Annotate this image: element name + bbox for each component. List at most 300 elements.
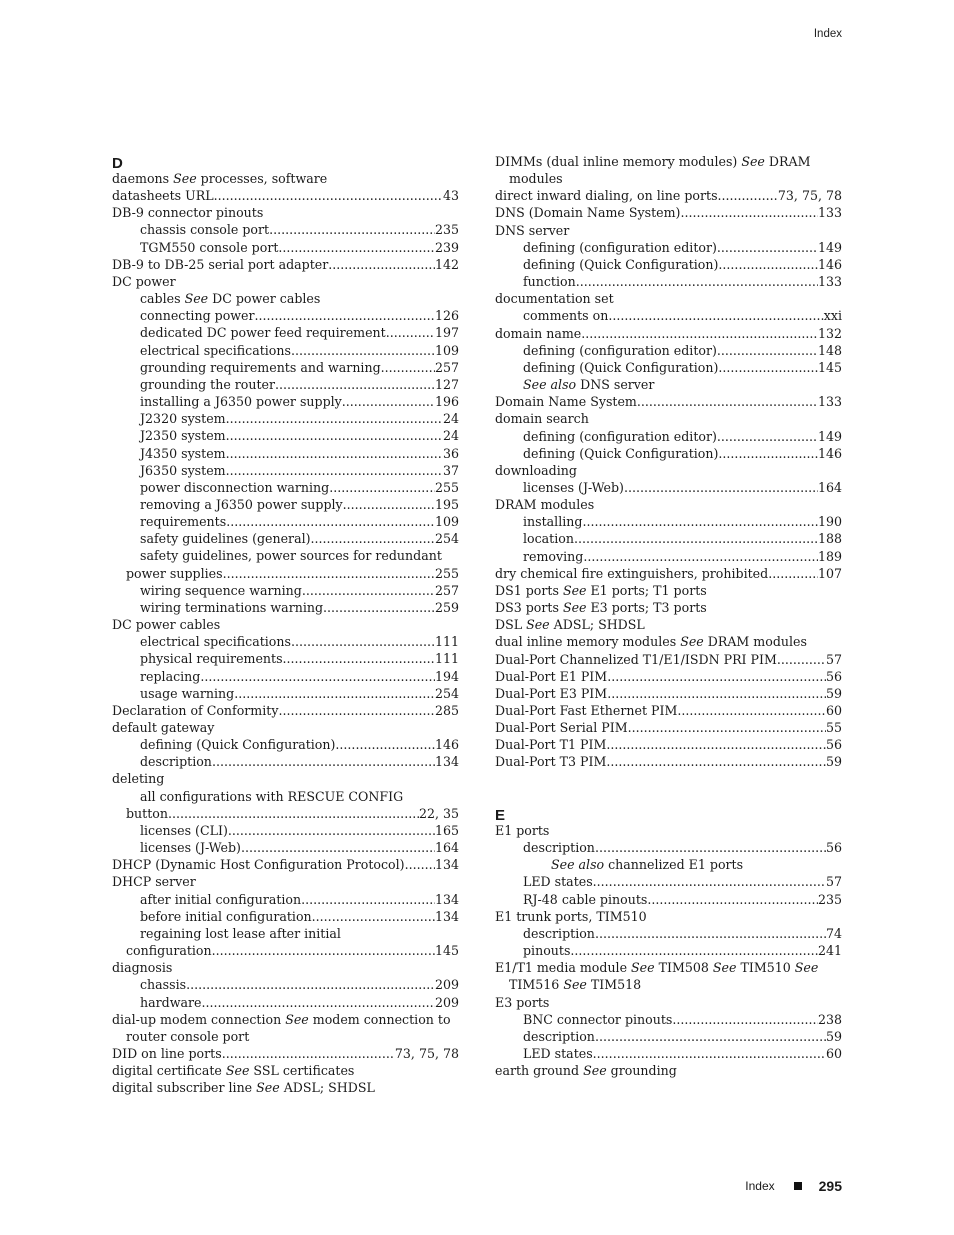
- dot-leader: [381, 359, 435, 376]
- page-reference: 134: [434, 857, 459, 873]
- index-entry-continuation: [112, 805, 459, 822]
- page-reference: 56: [825, 840, 842, 856]
- index-subentry: [112, 445, 459, 462]
- footer-square-icon: [794, 1182, 802, 1190]
- page-reference: 22, 35: [418, 805, 459, 821]
- entry-text: requirements: [140, 514, 227, 530]
- entry-text: J2350 system: [140, 428, 226, 444]
- entry-text: after initial configuration: [140, 891, 302, 907]
- dot-leader: [228, 822, 435, 839]
- dot-leader: [777, 651, 826, 668]
- index-subentry: [495, 376, 842, 393]
- index-entry: [112, 856, 459, 873]
- index-subentry: [112, 633, 459, 650]
- index-subentry: [495, 530, 842, 547]
- dot-leader: [222, 1045, 395, 1062]
- section-letter: D: [112, 155, 123, 172]
- index-entry: [495, 204, 842, 221]
- dot-leader: [275, 376, 435, 393]
- entry-text: DRAM modules: [495, 497, 595, 513]
- index-entry: [495, 496, 842, 513]
- dot-leader: [718, 187, 778, 204]
- index-subentry: [112, 324, 459, 341]
- index-entry: [495, 702, 842, 719]
- page-reference: 255: [434, 565, 459, 581]
- entry-text: DID on line ports: [112, 1045, 222, 1061]
- dot-leader: [717, 342, 818, 359]
- page-reference: 134: [434, 891, 459, 907]
- entry-text: all configurations with RESCUE CONFIG: [140, 788, 404, 804]
- page-reference: 37: [442, 462, 459, 478]
- dot-leader: [593, 873, 826, 890]
- page-reference: 209: [434, 977, 459, 993]
- page-reference: 134: [434, 908, 459, 924]
- dot-leader: [226, 445, 443, 462]
- index-entry-continuation: [112, 1028, 459, 1045]
- index-subentry: [112, 599, 459, 616]
- entry-text: TIM510: [736, 960, 795, 976]
- index-subentry: [112, 221, 459, 238]
- entry-text: removing: [523, 548, 584, 564]
- index-subentry: [495, 359, 842, 376]
- entry-text: direct inward dialing, on line ports: [495, 188, 718, 204]
- cross-reference-marker: See: [562, 582, 587, 598]
- entry-text: daemons: [112, 171, 174, 186]
- entry-text: hardware: [140, 994, 202, 1010]
- cross-reference-marker: See also: [523, 377, 577, 393]
- index-entry-continuation: [112, 942, 459, 959]
- index-subentry: [112, 994, 459, 1011]
- page-reference: xxi: [823, 308, 842, 324]
- entry-text: DSL: [495, 617, 527, 633]
- index-subentry: [495, 548, 842, 565]
- cross-reference-marker: See also: [551, 857, 605, 873]
- entry-text: Dual-Port Channelized T1/E1/ISDN PRI PIM: [495, 651, 777, 667]
- index-subentry: [495, 1028, 842, 1045]
- index-entry: [112, 770, 459, 787]
- index-entry: [495, 393, 842, 410]
- entry-text: domain name: [495, 325, 582, 341]
- dot-leader: [291, 633, 435, 650]
- dot-leader: [269, 221, 435, 238]
- entry-text: chassis: [140, 977, 187, 993]
- entry-text: E1/T1 media module: [495, 960, 632, 976]
- page-reference: 146: [817, 445, 842, 461]
- dot-leader: [582, 513, 818, 530]
- index-entry: [495, 599, 842, 616]
- cross-reference-marker: See: [583, 1063, 607, 1079]
- page-reference: 254: [434, 685, 459, 701]
- cross-reference-marker: See: [173, 171, 197, 186]
- page-reference: 259: [434, 599, 459, 615]
- dot-leader: [335, 736, 435, 753]
- entry-text: earth ground: [495, 1063, 584, 1079]
- entry-text: defining (Quick Configuration): [523, 256, 719, 272]
- entry-text: router console port: [126, 1028, 250, 1044]
- entry-text: licenses (J-Web): [523, 479, 624, 495]
- cross-reference-marker: See: [526, 617, 550, 633]
- index-subentry: [495, 1045, 842, 1062]
- dot-leader: [607, 685, 826, 702]
- dot-leader: [226, 462, 443, 479]
- entry-text: DNS server: [576, 377, 655, 393]
- page-footer: [745, 1178, 842, 1194]
- entry-text: electrical specifications: [140, 634, 291, 650]
- index-entry: [495, 685, 842, 702]
- index-subentry: [112, 393, 459, 410]
- page-reference: 59: [825, 1028, 842, 1044]
- index-subentry: [112, 822, 459, 839]
- dot-leader: [186, 976, 435, 993]
- cross-reference-marker: See: [563, 977, 587, 993]
- page-reference: 196: [434, 394, 459, 410]
- index-entry: [495, 325, 842, 342]
- entry-text: default gateway: [112, 720, 215, 735]
- entry-text: defining (Quick Configuration): [523, 445, 719, 461]
- entry-text: before initial configuration: [140, 908, 312, 924]
- index-entry-continuation: [112, 565, 459, 582]
- entry-text: cables: [140, 291, 185, 307]
- entry-text: J2320 system: [140, 411, 226, 427]
- entry-text: LED states: [523, 1045, 593, 1061]
- dot-leader: [255, 307, 435, 324]
- dot-leader: [312, 908, 435, 925]
- index-subentry: [495, 445, 842, 462]
- index-entry: [495, 462, 842, 479]
- dot-leader: [574, 530, 818, 547]
- entry-text: grounding requirements and warning: [140, 359, 381, 375]
- entry-text: ADSL; SHDSL: [549, 617, 645, 633]
- page-reference: 255: [434, 479, 459, 495]
- entry-text: DHCP server: [112, 874, 196, 890]
- dot-leader: [405, 856, 435, 873]
- page-reference: 189: [817, 548, 842, 564]
- section-letter: E: [495, 806, 506, 824]
- index-subentry: [112, 427, 459, 444]
- page-reference: 60: [825, 703, 842, 718]
- index-entry: [495, 565, 842, 582]
- entry-text: power disconnection warning: [140, 479, 330, 495]
- index-subentry: [495, 891, 842, 908]
- entry-text: replacing: [140, 668, 201, 684]
- dot-leader: [323, 599, 435, 616]
- entry-text: removing a J6350 power supply: [140, 496, 343, 512]
- index-entry: [495, 290, 842, 307]
- index-entry: [495, 908, 842, 925]
- index-subentry: [112, 685, 459, 702]
- entry-text: Domain Name System: [495, 394, 637, 410]
- page-reference: 188: [817, 531, 842, 547]
- page-reference: 257: [434, 582, 459, 598]
- entry-text: downloading: [495, 462, 577, 478]
- page-reference: 74: [825, 925, 842, 941]
- page-reference: 239: [434, 239, 459, 255]
- dot-leader: [212, 942, 435, 959]
- page-reference: 109: [434, 514, 459, 530]
- entry-text: location: [523, 531, 574, 547]
- entry-text: safety guidelines (general): [140, 531, 311, 547]
- index-subentry: [112, 976, 459, 993]
- cross-reference-marker: See: [285, 1011, 309, 1027]
- page-reference: 146: [434, 737, 459, 753]
- entry-text: Dual-Port Fast Ethernet PIM: [495, 703, 678, 718]
- entry-text: wiring terminations warning: [140, 599, 324, 615]
- page-reference: 149: [817, 428, 842, 444]
- dot-leader: [311, 530, 435, 547]
- page-reference: 59: [825, 685, 842, 701]
- page-reference: 241: [817, 943, 842, 959]
- cross-reference-marker: See: [225, 1063, 250, 1079]
- entry-text: DS1 ports: [495, 582, 563, 598]
- dot-leader: [214, 187, 443, 204]
- index-subentry: [112, 410, 459, 427]
- cross-reference-marker: See: [741, 154, 765, 169]
- page-reference: 133: [817, 394, 842, 410]
- index-subentry: [112, 342, 459, 359]
- index-subentry: [112, 290, 459, 307]
- index-subentry: [112, 736, 459, 753]
- page-reference: 57: [825, 651, 842, 667]
- page-reference: 127: [434, 376, 459, 392]
- entry-text: comments on: [523, 308, 609, 324]
- dot-leader: [301, 891, 435, 908]
- dot-leader: [628, 719, 826, 736]
- entry-text: DRAM: [764, 154, 811, 169]
- page-reference: 60: [825, 1045, 842, 1061]
- page-reference: 164: [817, 479, 842, 495]
- dot-leader: [672, 1011, 818, 1028]
- entry-text: E1 trunk ports, TIM510: [495, 908, 647, 924]
- index-entry: [495, 153, 842, 170]
- entry-text: defining (Quick Configuration): [140, 737, 336, 753]
- index-column-left: [112, 153, 459, 1096]
- dot-leader: [342, 393, 435, 410]
- entry-text: usage warning: [140, 685, 235, 701]
- entry-text: description: [523, 925, 595, 941]
- entry-text: safety guidelines, power sources for redundant: [140, 548, 442, 564]
- dot-leader: [606, 736, 826, 753]
- index-subentry: [495, 513, 842, 530]
- index-entry: [495, 959, 842, 976]
- entry-text: digital subscriber line: [112, 1080, 257, 1096]
- entry-text: J4350 system: [140, 445, 226, 461]
- index-subentry: [112, 753, 459, 770]
- index-entry: [495, 222, 842, 239]
- entry-text: defining (configuration editor): [523, 342, 717, 358]
- dot-leader: [200, 668, 435, 685]
- page-reference: 145: [434, 943, 459, 959]
- page-reference: 149: [817, 239, 842, 255]
- dot-leader: [201, 994, 434, 1011]
- cross-reference-marker: See: [631, 960, 655, 976]
- page-reference: 197: [434, 325, 459, 341]
- page-reference: 126: [434, 308, 459, 324]
- entry-text: DC power cables: [208, 291, 321, 307]
- dot-leader: [212, 753, 435, 770]
- entry-text: Dual-Port T1 PIM: [495, 737, 607, 753]
- entry-text: wiring sequence warning: [140, 582, 302, 598]
- page-reference: 146: [817, 256, 842, 272]
- entry-text: DS3 ports: [495, 600, 563, 616]
- page-reference: 55: [825, 720, 842, 736]
- entry-text: deleting: [112, 771, 165, 787]
- entry-text: DHCP (Dynamic Host Configuration Protocol): [112, 857, 405, 873]
- dot-leader: [168, 805, 419, 822]
- entry-text: configuration: [126, 943, 212, 959]
- page-reference: 190: [817, 514, 842, 530]
- index-entry: [495, 719, 842, 736]
- page-reference: 238: [817, 1011, 842, 1027]
- entry-text: Dual-Port T3 PIM: [495, 754, 607, 770]
- dot-leader: [595, 839, 826, 856]
- entry-text: installing: [523, 514, 583, 530]
- dot-leader: [595, 925, 826, 942]
- dot-leader: [223, 565, 435, 582]
- cross-reference-marker: See: [256, 1080, 280, 1096]
- entry-text: TIM516: [509, 977, 564, 993]
- entry-text: ADSL; SHDSL: [279, 1080, 375, 1096]
- index-subentry: [112, 788, 459, 805]
- index-subentry: [112, 582, 459, 599]
- page-reference: 164: [434, 840, 459, 856]
- entry-text: grounding the router: [140, 376, 276, 392]
- dot-leader: [278, 239, 435, 256]
- entry-text: description: [140, 754, 212, 770]
- index-entry: [112, 1062, 459, 1079]
- entry-text: E3 ports: [495, 994, 550, 1010]
- index-entry: [112, 719, 459, 736]
- index-subentry: [495, 925, 842, 942]
- cross-reference-marker: See: [712, 960, 737, 976]
- dot-leader: [680, 204, 818, 221]
- entry-text: licenses (CLI): [140, 822, 228, 838]
- index-subentry: [495, 342, 842, 359]
- entry-text: modules: [509, 171, 563, 187]
- index-entry: [112, 873, 459, 890]
- dot-leader: [718, 445, 818, 462]
- dot-leader: [583, 548, 818, 565]
- dot-leader: [329, 479, 435, 496]
- entry-text: description: [523, 840, 595, 856]
- page-reference: 24: [442, 411, 459, 427]
- dot-leader: [607, 668, 826, 685]
- spacer: [495, 788, 842, 805]
- entry-text: E1 ports: [495, 822, 550, 838]
- page-reference: 254: [434, 531, 459, 547]
- cross-reference-marker: See: [794, 960, 819, 976]
- page-reference: 235: [817, 891, 842, 907]
- dot-leader: [226, 513, 435, 530]
- entry-text: DNS server: [495, 222, 570, 238]
- page-reference: 59: [825, 754, 842, 770]
- entry-text: defining (configuration editor): [523, 239, 717, 255]
- index-entry: [112, 959, 459, 976]
- page-reference: 73, 75, 78: [777, 188, 842, 204]
- footer-label: Index: [745, 1179, 775, 1193]
- page-reference: 109: [434, 342, 459, 358]
- entry-text: description: [523, 1028, 595, 1044]
- index-entry: [495, 1062, 842, 1079]
- entry-text: Dual-Port Serial PIM: [495, 720, 628, 736]
- page-reference: 285: [434, 702, 459, 718]
- page-reference: 134: [434, 754, 459, 770]
- index-entry: [495, 753, 842, 770]
- index-entry: [112, 204, 459, 221]
- entry-text: DB-9 connector pinouts: [112, 205, 264, 221]
- index-subentry: [112, 462, 459, 479]
- index-subentry: [112, 376, 459, 393]
- page-reference: 209: [434, 994, 459, 1010]
- index-subentry: [112, 307, 459, 324]
- index-subentry: [112, 479, 459, 496]
- entry-text: processes, software: [196, 171, 328, 186]
- page-reference: 132: [817, 325, 842, 341]
- dot-leader: [291, 342, 435, 359]
- dot-leader: [718, 359, 818, 376]
- index-subentry: [495, 839, 842, 856]
- spacer: [495, 771, 842, 788]
- entry-text: domain search: [495, 411, 589, 427]
- dot-leader: [576, 273, 818, 290]
- page-reference: 165: [434, 822, 459, 838]
- entry-text: chassis console port: [140, 222, 270, 238]
- dot-leader: [677, 702, 826, 719]
- index-entry: [112, 256, 459, 273]
- index-subentry: [495, 942, 842, 959]
- entry-text: datasheets URL: [112, 188, 214, 204]
- index-subentry: [495, 479, 842, 496]
- dot-leader: [328, 256, 435, 273]
- page-number: 295: [818, 1178, 842, 1194]
- dot-leader: [717, 239, 818, 256]
- dot-leader: [608, 307, 823, 324]
- index-subentry: [495, 307, 842, 324]
- page-reference: 73, 75, 78: [394, 1045, 459, 1061]
- index-entry: [495, 822, 842, 839]
- entry-text: electrical specifications: [140, 342, 291, 358]
- page-reference: 133: [817, 274, 842, 290]
- page-reference: 43: [442, 188, 459, 204]
- entry-text: physical requirements: [140, 651, 283, 667]
- entry-text: TGM550 console port: [140, 239, 279, 255]
- index-entry: [495, 410, 842, 427]
- entry-text: button: [126, 805, 168, 821]
- index-subentry: [495, 856, 842, 873]
- dot-leader: [570, 942, 818, 959]
- index-subentry: [495, 239, 842, 256]
- entry-text: grounding: [606, 1063, 677, 1079]
- dot-leader: [226, 427, 443, 444]
- entry-text: LED states: [523, 874, 593, 890]
- index-entry-continuation: [495, 170, 842, 187]
- entry-text: defining (Quick Configuration): [523, 359, 719, 375]
- entry-text: DB-9 to DB-25 serial port adapter: [112, 256, 329, 272]
- index-subentry: [112, 650, 459, 667]
- index-entry: [495, 668, 842, 685]
- entry-text: installing a J6350 power supply: [140, 394, 342, 410]
- dot-leader: [234, 685, 435, 702]
- entry-text: Dual-Port E3 PIM: [495, 685, 608, 701]
- entry-text: pinouts: [523, 943, 571, 959]
- dot-leader: [593, 1045, 826, 1062]
- index-subentry: [495, 273, 842, 290]
- entry-text: licenses (J-Web): [140, 840, 241, 856]
- index-entry: [112, 1011, 459, 1028]
- entry-text: dry chemical fire extinguishers, prohibited: [495, 565, 769, 581]
- entry-text: RJ-48 cable pinouts: [523, 891, 648, 907]
- page-reference: 57: [825, 874, 842, 890]
- entry-text: DNS (Domain Name System): [495, 205, 681, 221]
